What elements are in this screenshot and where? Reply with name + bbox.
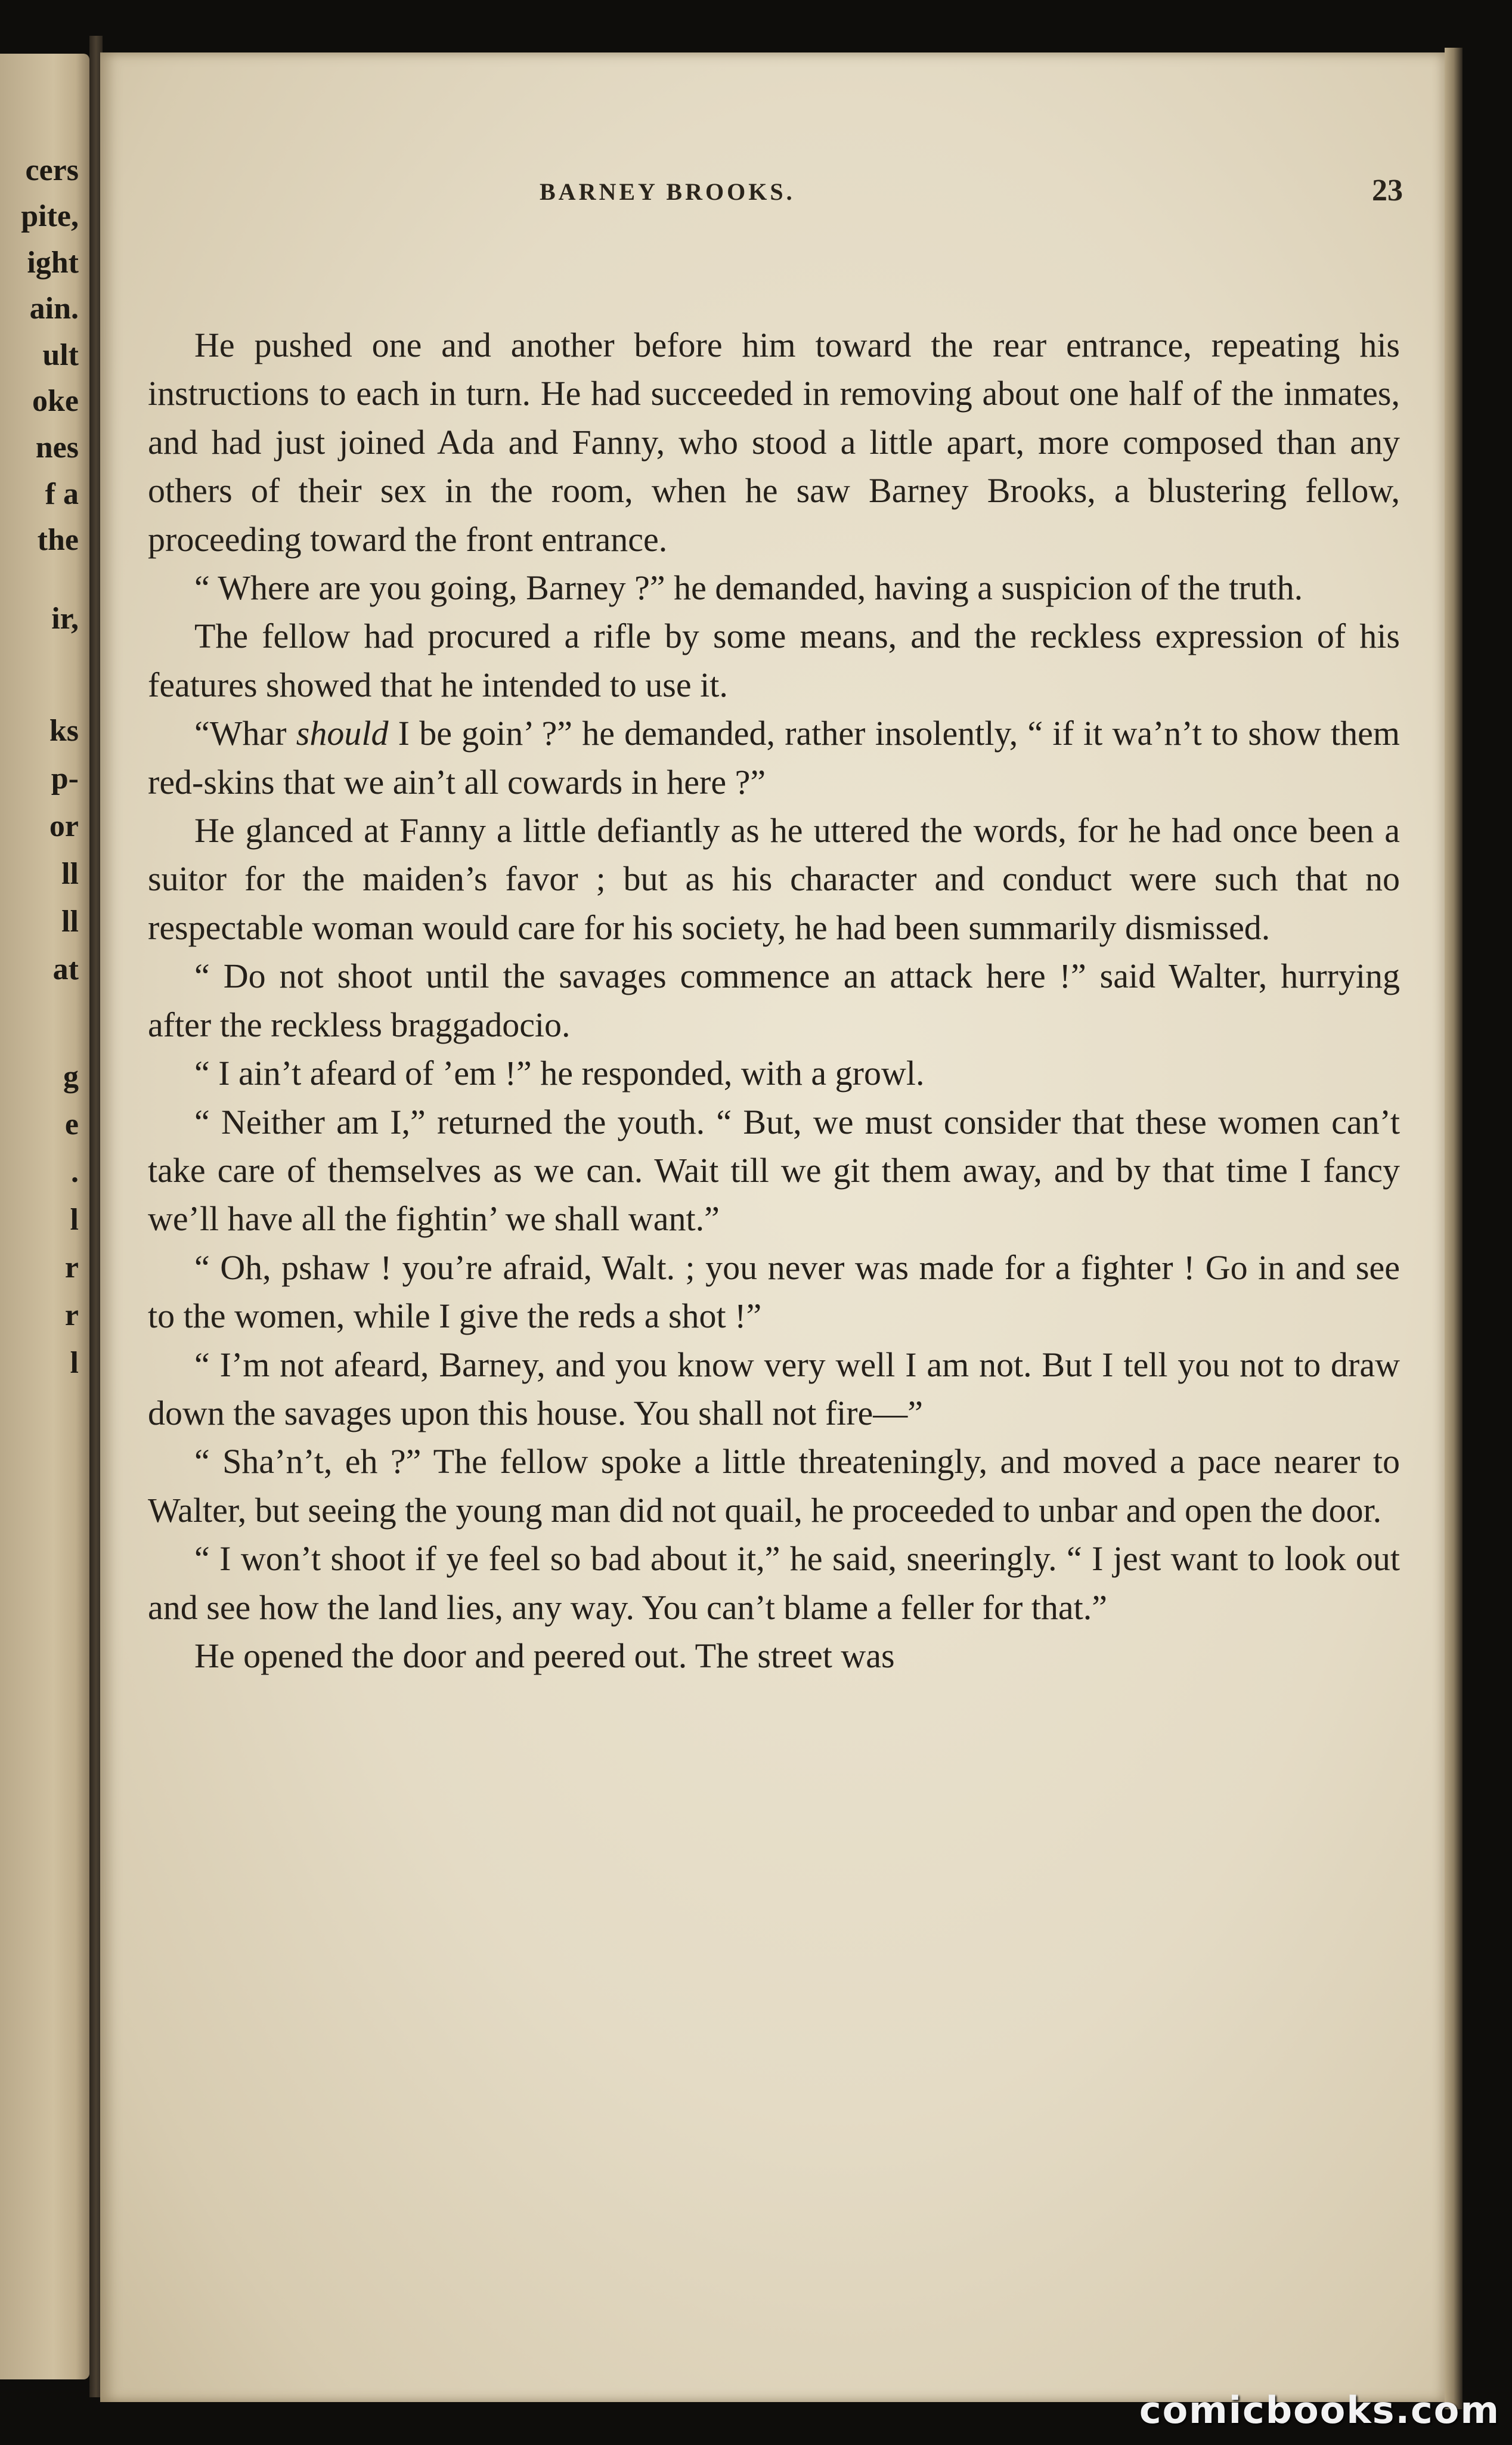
paragraph-text: “Whar bbox=[194, 714, 296, 753]
paragraph-text: “ Sha’n’t, eh ?” The fellow spoke a little threateningly, and moved a pace nearer to Walter, but seeing the young man did not quail, he proceeded to unbar and open the door. bbox=[148, 1442, 1400, 1530]
paragraph-text: “ I ain’t afeard of ’em !” he responded, with a growl. bbox=[194, 1054, 925, 1093]
running-title: BARNEY BROOKS. bbox=[540, 178, 795, 205]
facing-page-fragment: pite, bbox=[21, 199, 79, 233]
paragraph-text: The fellow had procured a rifle by some means, and the reckless expression of his features showed that he intended to use it. bbox=[148, 617, 1400, 704]
emphasized-word: should bbox=[296, 714, 389, 753]
facing-page-fragment: ll bbox=[61, 905, 79, 939]
running-head bbox=[100, 174, 1445, 213]
facing-page-fragment: l bbox=[70, 1203, 79, 1237]
watermark: comicbooks.com bbox=[1139, 2388, 1500, 2432]
paragraph bbox=[148, 564, 1400, 612]
paragraph-text: I be goin’ ?” he demanded, rather insolently, “ if it wa’n’t to show them red-skins that we ain’t all cowards in here ?” bbox=[148, 714, 1400, 801]
facing-page-fragment: . bbox=[71, 1155, 79, 1189]
paragraph bbox=[148, 1534, 1400, 1632]
paragraph bbox=[148, 1341, 1400, 1438]
paragraph bbox=[148, 612, 1400, 709]
book-page bbox=[100, 52, 1445, 2402]
facing-page-fragment: oke bbox=[32, 384, 79, 418]
facing-page-fragment: ight bbox=[27, 246, 79, 280]
facing-page-fragment: or bbox=[49, 809, 79, 843]
facing-page-fragment: the bbox=[37, 523, 79, 557]
paragraph bbox=[148, 1632, 1400, 1680]
paragraph-text: “ I’m not afeard, Barney, and you know very well I am not. But I tell you not to draw down the savages upon this house. You shall not fire—” bbox=[148, 1345, 1400, 1432]
facing-page-fragment: f a bbox=[45, 477, 79, 511]
facing-page-fragment: cers bbox=[25, 153, 79, 187]
facing-page-fragment: ir, bbox=[51, 602, 79, 636]
paragraph bbox=[148, 806, 1400, 952]
paragraph-text: “ Neither am I,” returned the youth. “ But, we must consider that these women can’t take care of themselves as we can. Wait till we git them away, and by that time I fancy we’ll have all the fightin’ we shall want.” bbox=[148, 1102, 1400, 1239]
page-number: 23 bbox=[1372, 174, 1403, 208]
paragraph bbox=[148, 1437, 1400, 1534]
facing-page-fragment: g bbox=[63, 1060, 79, 1094]
paragraph-text: He pushed one and another before him toward the rear entrance, repeating his instructions to each in turn. He had succeeded in removing about one half of the inmates, and had just joined Ada and Fanny, who stood a little apart, more composed than any others of their sex in the room, when he saw Barney Brooks, a blustering fellow, proceeding toward the front entrance. bbox=[148, 326, 1400, 559]
facing-page-fragment: r bbox=[64, 1298, 79, 1332]
facing-page-fragment: at bbox=[52, 952, 79, 986]
facing-page-fragment: ult bbox=[42, 338, 79, 372]
body-text bbox=[148, 321, 1400, 1680]
page-fore-edge bbox=[1445, 48, 1463, 2409]
paragraph-text: He glanced at Fanny a little defiantly as he uttered the words, for he had once been a suitor for the maiden’s favor ; but as his character and conduct were such that no respectable woman would care for his society, he had been summarily dismissed. bbox=[148, 811, 1400, 947]
paragraph bbox=[148, 1049, 1400, 1097]
paragraph-text: “ Where are you going, Barney ?” he demanded, having a suspicion of the truth. bbox=[194, 568, 1303, 608]
facing-page-fragment: ain. bbox=[29, 292, 79, 326]
facing-page-fragment: e bbox=[64, 1107, 79, 1141]
paragraph-text: “ Do not shoot until the savages commence an attack here !” said Walter, hurrying after the reckless braggadocio. bbox=[148, 957, 1400, 1044]
paragraph bbox=[148, 1243, 1400, 1341]
paragraph bbox=[148, 1098, 1400, 1243]
paragraph-text: “ Oh, pshaw ! you’re afraid, Walt. ; you never was made for a fighter ! Go in and see to the women, while I give the reds a shot !” bbox=[148, 1248, 1400, 1336]
paragraph-text: “ I won’t shoot if ye feel so bad about it,” he said, sneeringly. “ I jest want to look out and see how the land lies, any way. You can’t blame a feller for that.” bbox=[148, 1539, 1400, 1627]
facing-page-fragment: r bbox=[64, 1251, 79, 1285]
facing-page-fragment: ks bbox=[49, 714, 79, 748]
facing-page-fragment: ll bbox=[61, 857, 79, 891]
facing-page-fragment: nes bbox=[35, 431, 79, 465]
paragraph-text: He opened the door and peered out. The street was bbox=[194, 1636, 895, 1675]
paragraph bbox=[148, 709, 1400, 806]
paragraph bbox=[148, 952, 1400, 1049]
facing-page-fragment: l bbox=[70, 1346, 79, 1380]
paragraph bbox=[148, 321, 1400, 564]
facing-page-fragment: p- bbox=[51, 762, 79, 796]
facing-page-edge bbox=[0, 54, 89, 2379]
